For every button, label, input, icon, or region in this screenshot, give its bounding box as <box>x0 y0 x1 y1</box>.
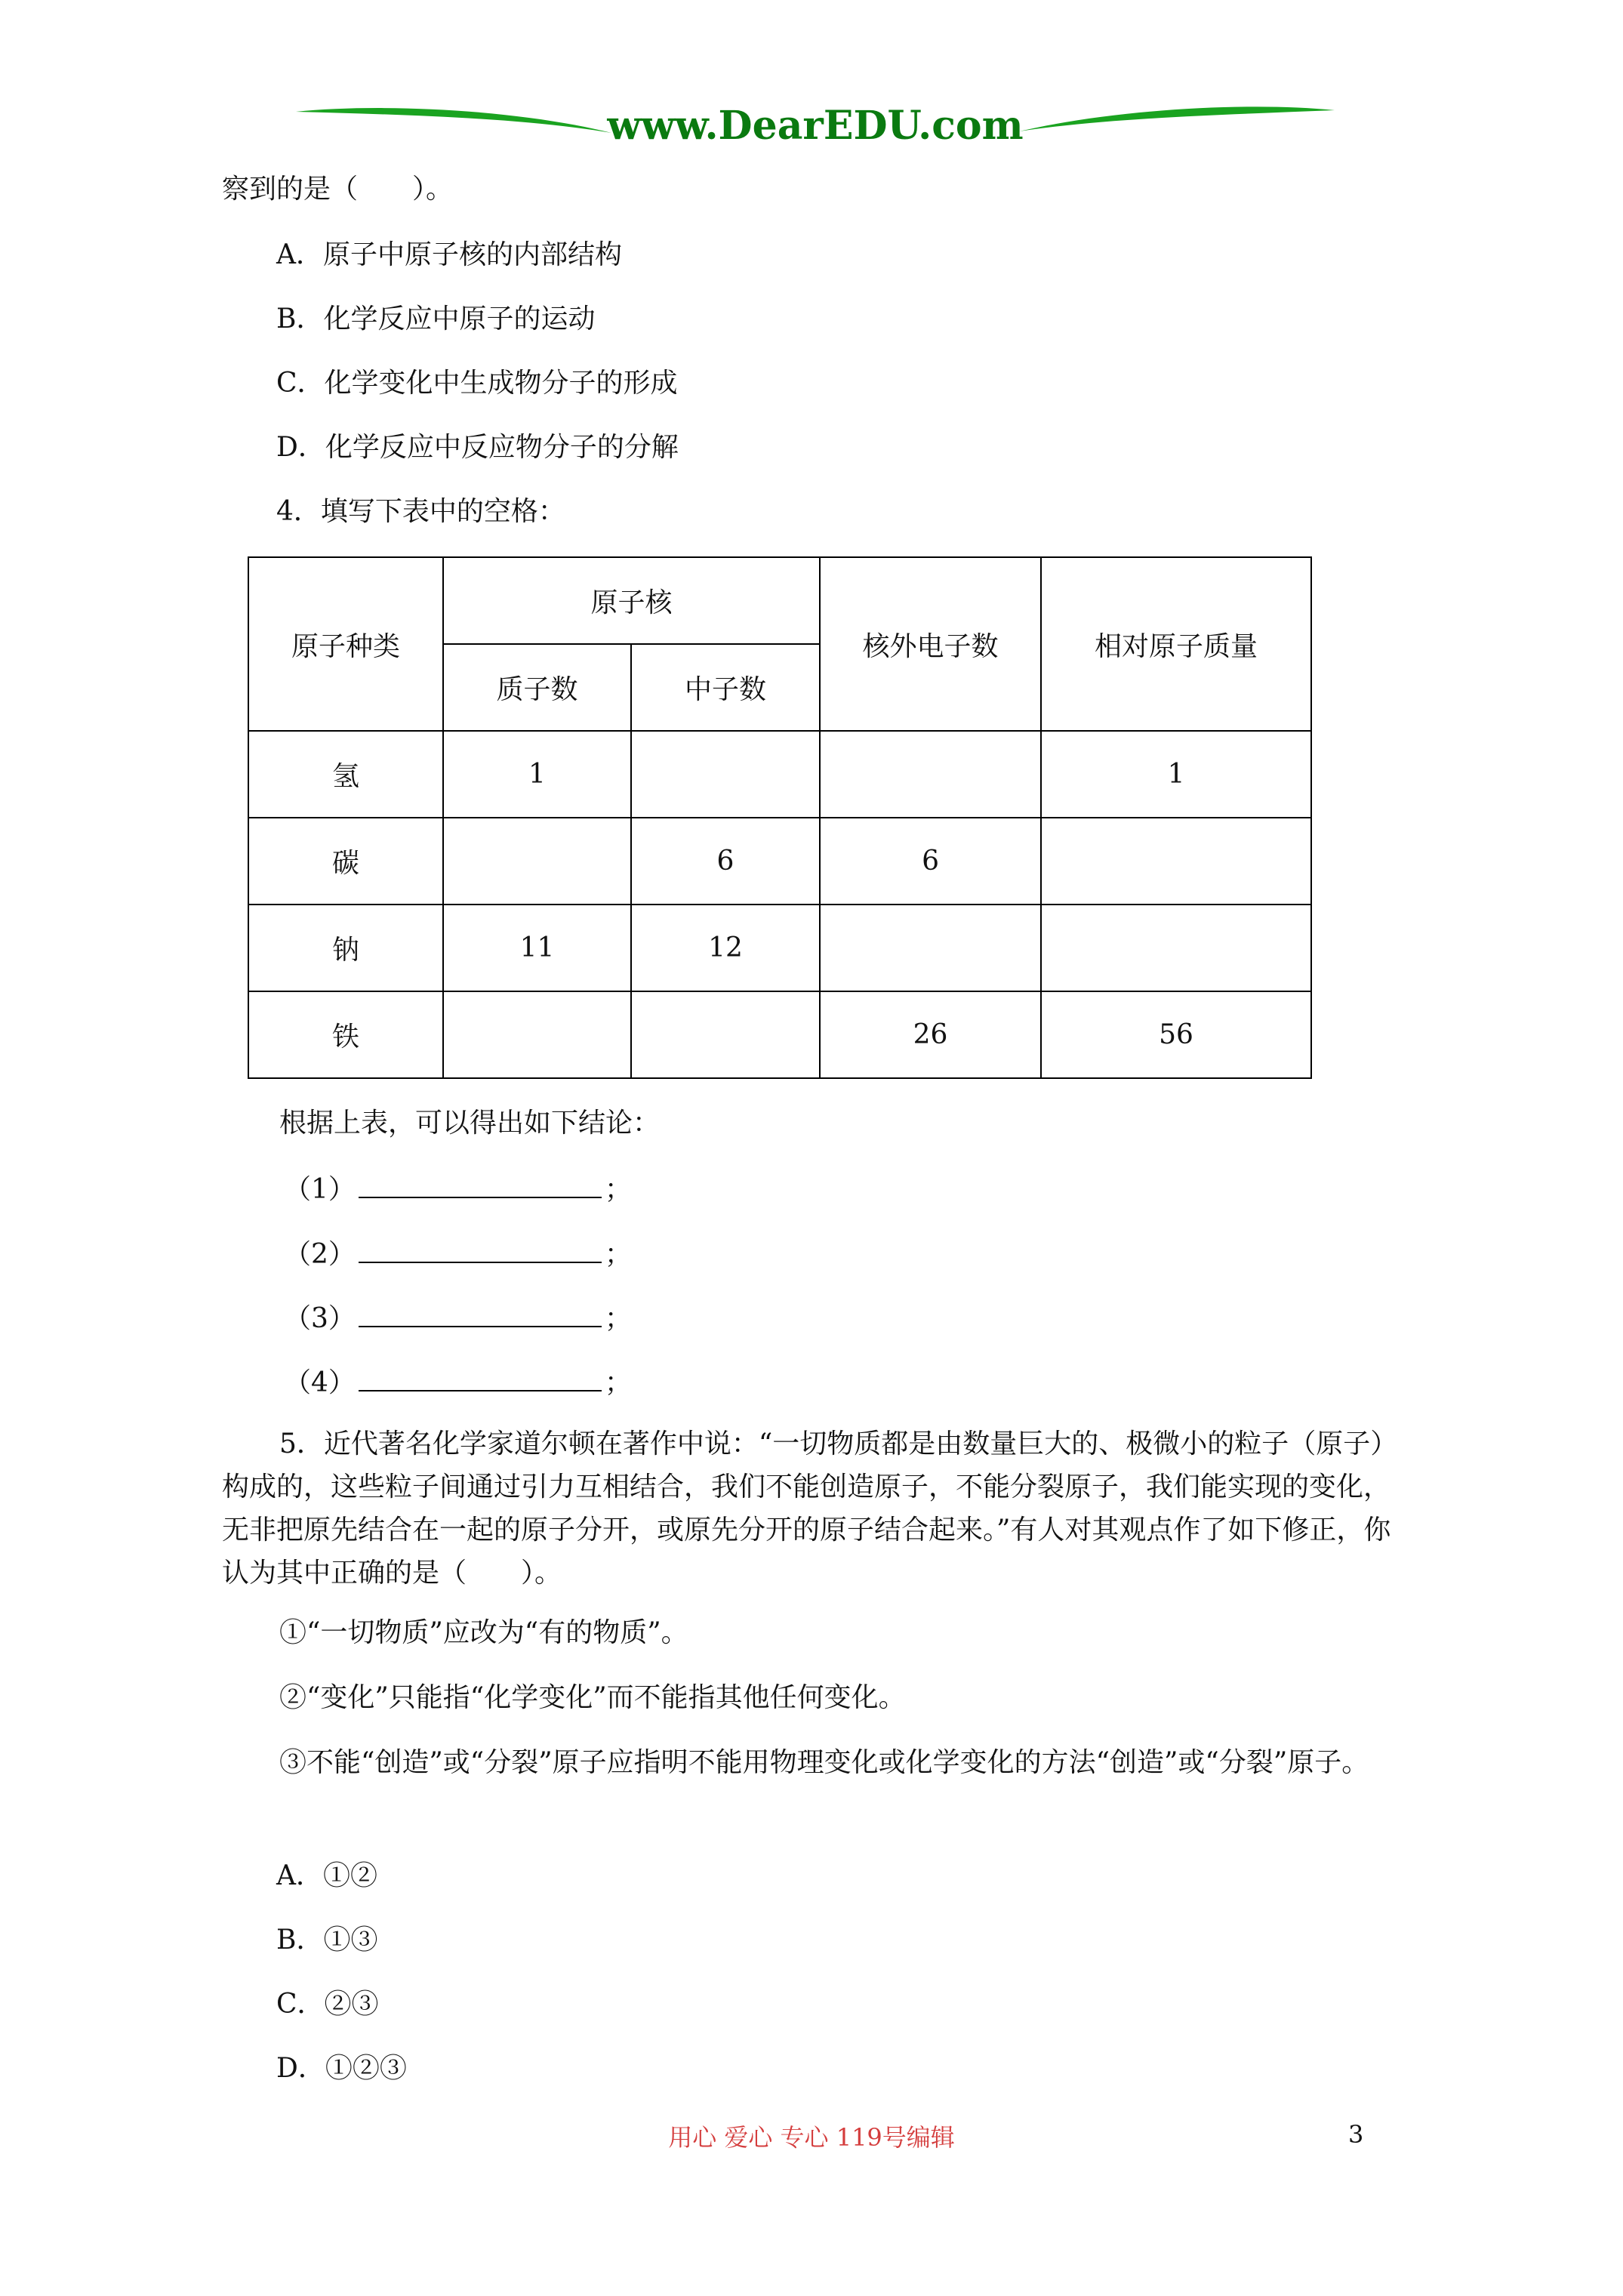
table-cell: 12 <box>631 905 820 991</box>
atom-table <box>248 556 1312 1079</box>
blank-number: （1） <box>284 1174 356 1205</box>
table-cell: 碳 <box>248 818 443 905</box>
table-cell <box>1041 818 1311 905</box>
table-cell: 氢 <box>248 731 443 818</box>
header-nucleus: 原子核 <box>443 557 820 644</box>
conclusion-prompt: 根据上表，可以得出如下结论： <box>279 1108 661 1139</box>
question-5-option-c: C．②③ <box>276 1989 379 2020</box>
table-row <box>248 991 1311 1078</box>
answer-blank[interactable] <box>359 1171 602 1198</box>
blank-number: （3） <box>284 1303 356 1334</box>
table-cell <box>631 991 820 1078</box>
table-cell: 铁 <box>248 991 443 1078</box>
blank-end: ； <box>604 1174 632 1205</box>
conclusion-blank-2 <box>284 1236 632 1271</box>
header-electrons: 核外电子数 <box>820 557 1041 731</box>
blank-end: ； <box>604 1239 632 1270</box>
table-cell: 6 <box>631 818 820 905</box>
question-5-option-d: D．①②③ <box>276 2053 407 2084</box>
header-atom-type: 原子种类 <box>248 557 443 731</box>
question-3-option-a: A．原子中原子核的内部结构 <box>276 239 622 270</box>
question-3-option-b: B．化学反应中原子的运动 <box>276 304 596 334</box>
question-5-option-b: B．①③ <box>276 1925 378 1955</box>
header-banner <box>294 95 1336 156</box>
table-cell <box>1041 905 1311 991</box>
statement-2: ②“变化”只能指“化学变化”而不能指其他任何变化。 <box>279 1682 906 1713</box>
answer-blank[interactable] <box>359 1236 602 1263</box>
page-number: 3 <box>1348 2120 1364 2149</box>
answer-blank[interactable] <box>359 1364 602 1391</box>
table-cell <box>443 991 631 1078</box>
question-3-option-c: C．化学变化中生成物分子的形成 <box>276 368 678 399</box>
blank-end: ； <box>604 1367 632 1398</box>
conclusion-blank-4 <box>284 1364 632 1400</box>
footer-text: 用心 爱心 专心 119号编辑 <box>668 2123 955 2152</box>
header-relative-mass: 相对原子质量 <box>1041 557 1311 731</box>
table-cell: 56 <box>1041 991 1311 1078</box>
question-3-option-d: D．化学反应中反应物分子的分解 <box>276 432 679 463</box>
brand-logo: www.DearEDU.com <box>607 103 1024 149</box>
blank-number: （2） <box>284 1239 356 1270</box>
blank-number: （4） <box>284 1367 356 1398</box>
table-cell <box>631 731 820 818</box>
answer-blank[interactable] <box>359 1300 602 1327</box>
question-5-option-a: A．①② <box>276 1860 377 1891</box>
conclusion-blank-3 <box>284 1300 632 1336</box>
table-cell: 11 <box>443 905 631 991</box>
table-row <box>248 731 1311 818</box>
statement-1: ①“一切物质”应改为“有的物质”。 <box>279 1617 688 1648</box>
table-cell: 26 <box>820 991 1041 1078</box>
conclusion-blank-1 <box>284 1171 632 1207</box>
question-5-stem: 5．近代著名化学家道尔顿在著作中说：“一切物质都是由数量巨大的、极微小的粒子（原子）构成的，这些粒子间通过引力互相结合，我们不能创造原子，不能分裂原子，我们能实现的变化，无非把原先结合在一起的原子分开，或原先分开的原子结合起来。”有人对其观点作了如下修正，你认为其中正确的是（ ）。 <box>222 1428 1398 1589</box>
table-cell: 6 <box>820 818 1041 905</box>
table-cell <box>443 818 631 905</box>
table-cell <box>820 731 1041 818</box>
table-row <box>248 818 1311 905</box>
table-row <box>248 905 1311 991</box>
header-protons: 质子数 <box>443 644 631 731</box>
question-3-continuation: 察到的是（ ）。 <box>222 174 454 205</box>
question-4-title: 4．填写下表中的空格： <box>276 496 565 527</box>
table-cell: 1 <box>1041 731 1311 818</box>
table-cell: 1 <box>443 731 631 818</box>
blank-end: ； <box>604 1303 632 1334</box>
header-neutrons: 中子数 <box>631 644 820 731</box>
table-cell <box>820 905 1041 991</box>
table-cell: 钠 <box>248 905 443 991</box>
statement-3: ③不能“创造”或“分裂”原子应指明不能用物理变化或化学变化的方法“创造”或“分裂”原子。 <box>279 1747 1369 1778</box>
